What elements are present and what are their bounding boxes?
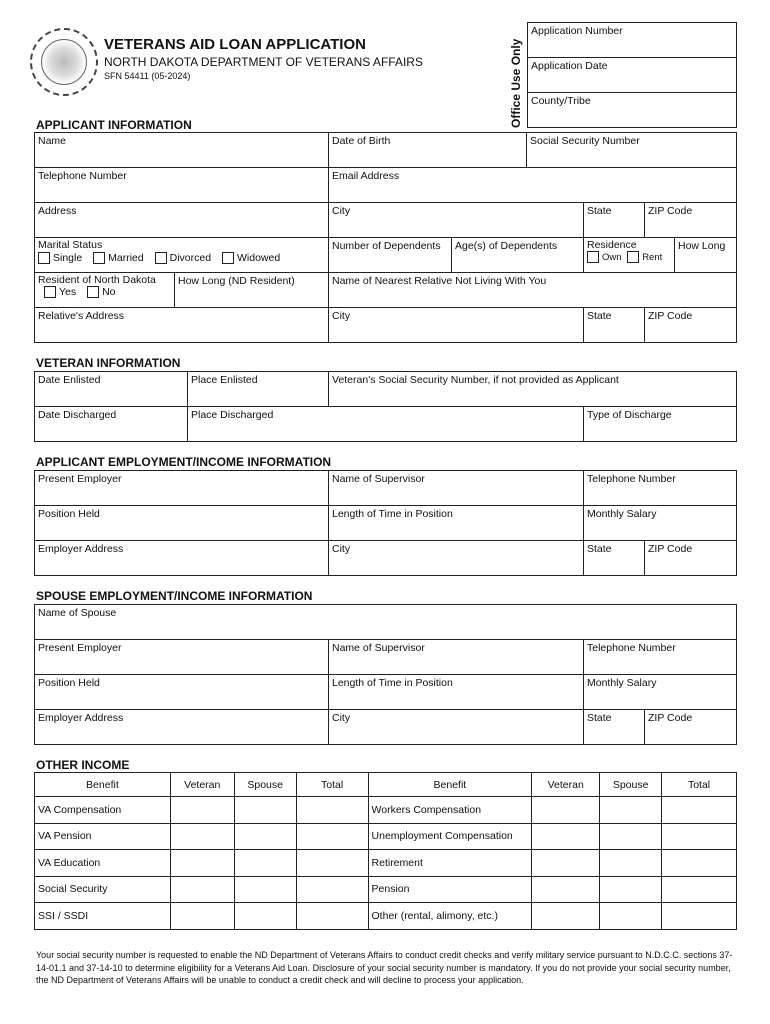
- veteran-ssn-field[interactable]: Veteran's Social Security Number, if not provided as Applicant: [328, 371, 737, 407]
- spouse-employer-field[interactable]: Present Employer: [34, 639, 329, 675]
- office-application-number[interactable]: Application Number: [527, 22, 737, 58]
- spouse-length-field[interactable]: Length of Time in Position: [328, 674, 584, 710]
- benefit-label: VA Compensation: [35, 797, 171, 824]
- total-amount-cell[interactable]: [662, 850, 737, 877]
- residence-rent-checkbox[interactable]: Rent: [627, 251, 662, 263]
- total-amount-cell[interactable]: [296, 903, 368, 930]
- applicant-employer-state-field[interactable]: State: [583, 540, 645, 576]
- veteran-amount-cell[interactable]: [170, 903, 234, 930]
- total-amount-cell[interactable]: [662, 903, 737, 930]
- residence-own-checkbox[interactable]: Own: [587, 251, 622, 263]
- table-row: [35, 797, 737, 824]
- veteran-amount-cell[interactable]: [170, 876, 234, 903]
- dependents-ages-field[interactable]: Age(s) of Dependents: [451, 237, 584, 273]
- applicant-city-field[interactable]: City: [328, 202, 584, 238]
- col-header-veteran: Veteran: [532, 773, 600, 797]
- benefit-label: Pension: [368, 876, 532, 903]
- nd-resident-no-checkbox[interactable]: No: [87, 286, 115, 298]
- applicant-employer-zip-field[interactable]: ZIP Code: [644, 540, 737, 576]
- veteran-amount-cell[interactable]: [532, 797, 600, 824]
- spouse-employer-address-field[interactable]: Employer Address: [34, 709, 329, 745]
- applicant-dob-field[interactable]: Date of Birth: [328, 132, 527, 168]
- benefit-label: Social Security: [35, 876, 171, 903]
- date-enlisted-field[interactable]: Date Enlisted: [34, 371, 188, 407]
- table-row: [35, 850, 737, 877]
- residence-group: Residence Own Rent: [583, 237, 675, 273]
- other-income-table: [34, 772, 737, 930]
- benefit-label: VA Pension: [35, 823, 171, 850]
- table-row: [35, 903, 737, 930]
- spouse-amount-cell[interactable]: [234, 823, 296, 850]
- total-amount-cell[interactable]: [662, 876, 737, 903]
- applicant-address-field[interactable]: Address: [34, 202, 329, 238]
- nearest-relative-field[interactable]: Name of Nearest Relative Not Living With You: [328, 272, 737, 308]
- veteran-amount-cell[interactable]: [532, 876, 600, 903]
- spouse-amount-cell[interactable]: [600, 797, 662, 824]
- spouse-position-field[interactable]: Position Held: [34, 674, 329, 710]
- spouse-employer-city-field[interactable]: City: [328, 709, 584, 745]
- marital-single-checkbox[interactable]: Single: [38, 252, 82, 264]
- spouse-amount-cell[interactable]: [600, 876, 662, 903]
- applicant-supervisor-field[interactable]: Name of Supervisor: [328, 470, 584, 506]
- benefit-label: Unemployment Compensation: [368, 823, 532, 850]
- marital-married-checkbox[interactable]: Married: [93, 252, 144, 264]
- applicant-zip-field[interactable]: ZIP Code: [644, 202, 737, 238]
- state-seal-logo: [30, 28, 98, 96]
- spouse-employer-zip-field[interactable]: ZIP Code: [644, 709, 737, 745]
- applicant-name-field[interactable]: Name: [34, 132, 329, 168]
- spouse-amount-cell[interactable]: [234, 876, 296, 903]
- table-row: [35, 823, 737, 850]
- ssn-disclosure-notice: Your social security number is requested to enable the ND Department of Veterans Affairs to conduct credit checks and verify military service pursuant to N.D.C.C. sections 37-14-01.1 and 37-14-10 to determine eligibility for a Veterans Aid Loan. Disclosure of your social security number is mandatory. If you do not provide your social security number, the ND Department of Veterans Affairs will be unable to conduct a credit check and will decline to process your application.: [36, 950, 733, 985]
- section-other-income: OTHER INCOME: [36, 758, 130, 772]
- applicant-ssn-field[interactable]: Social Security Number: [526, 132, 737, 168]
- applicant-employer-address-field[interactable]: Employer Address: [34, 540, 329, 576]
- section-spouse-employment: SPOUSE EMPLOYMENT/INCOME INFORMATION: [36, 589, 313, 603]
- table-row: [35, 876, 737, 903]
- marital-status-group: Marital Status Single Married Divorced Widowed: [34, 237, 329, 273]
- applicant-length-field[interactable]: Length of Time in Position: [328, 505, 584, 541]
- benefit-label: Workers Compensation: [368, 797, 532, 824]
- office-application-date[interactable]: Application Date: [527, 57, 737, 93]
- veteran-amount-cell[interactable]: [532, 903, 600, 930]
- col-header-spouse: Spouse: [600, 773, 662, 797]
- veteran-amount-cell[interactable]: [170, 797, 234, 824]
- applicant-salary-field[interactable]: Monthly Salary: [583, 505, 737, 541]
- nd-resident-yes-checkbox[interactable]: Yes: [44, 286, 76, 298]
- benefit-label: SSI / SSDI: [35, 903, 171, 930]
- department-name: NORTH DAKOTA DEPARTMENT OF VETERANS AFFAIRS: [104, 55, 423, 69]
- applicant-employer-telephone-field[interactable]: Telephone Number: [583, 470, 737, 506]
- applicant-employer-city-field[interactable]: City: [328, 540, 584, 576]
- place-enlisted-field[interactable]: Place Enlisted: [187, 371, 329, 407]
- veteran-amount-cell[interactable]: [170, 850, 234, 877]
- place-discharged-field[interactable]: Place Discharged: [187, 406, 584, 442]
- col-header-spouse: Spouse: [234, 773, 296, 797]
- spouse-amount-cell[interactable]: [234, 850, 296, 877]
- spouse-amount-cell[interactable]: [600, 823, 662, 850]
- total-amount-cell[interactable]: [662, 823, 737, 850]
- spouse-amount-cell[interactable]: [600, 903, 662, 930]
- marital-widowed-checkbox[interactable]: Widowed: [222, 252, 280, 264]
- form-title: VETERANS AID LOAN APPLICATION: [104, 36, 366, 53]
- benefit-label: Other (rental, alimony, etc.): [368, 903, 532, 930]
- col-header-total: Total: [296, 773, 368, 797]
- col-header-benefit: Benefit: [368, 773, 532, 797]
- spouse-salary-field[interactable]: Monthly Salary: [583, 674, 737, 710]
- relative-zip-field[interactable]: ZIP Code: [644, 307, 737, 343]
- total-amount-cell[interactable]: [296, 823, 368, 850]
- section-applicant-employment: APPLICANT EMPLOYMENT/INCOME INFORMATION: [36, 455, 332, 469]
- veteran-amount-cell[interactable]: [170, 823, 234, 850]
- veteran-amount-cell[interactable]: [532, 823, 600, 850]
- nd-resident-how-long-field[interactable]: How Long (ND Resident): [174, 272, 329, 308]
- nd-resident-group: Resident of North Dakota Yes No: [34, 272, 175, 308]
- marital-divorced-checkbox[interactable]: Divorced: [155, 252, 211, 264]
- relative-address-field[interactable]: Relative's Address: [34, 307, 329, 343]
- benefit-label: Retirement: [368, 850, 532, 877]
- dependents-count-field[interactable]: Number of Dependents: [328, 237, 452, 273]
- applicant-state-field[interactable]: State: [583, 202, 645, 238]
- form-number: SFN 54411 (05-2024): [104, 71, 191, 81]
- residence-how-long-field[interactable]: How Long: [674, 237, 737, 273]
- section-veteran-information: VETERAN INFORMATION: [36, 356, 181, 370]
- applicant-telephone-field[interactable]: Telephone Number: [34, 167, 329, 203]
- benefit-label: VA Education: [35, 850, 171, 877]
- veteran-amount-cell[interactable]: [532, 850, 600, 877]
- total-amount-cell[interactable]: [296, 797, 368, 824]
- applicant-email-field[interactable]: Email Address: [328, 167, 737, 203]
- income-header-row: [35, 773, 737, 797]
- relative-city-field[interactable]: City: [328, 307, 584, 343]
- section-applicant-information: APPLICANT INFORMATION: [36, 118, 192, 132]
- office-county-tribe[interactable]: County/Tribe: [527, 92, 737, 128]
- date-discharged-field[interactable]: Date Discharged: [34, 406, 188, 442]
- col-header-benefit: Benefit: [35, 773, 171, 797]
- office-use-label: Office Use Only: [509, 38, 523, 128]
- spouse-supervisor-field[interactable]: Name of Supervisor: [328, 639, 584, 675]
- spouse-amount-cell[interactable]: [234, 797, 296, 824]
- spouse-name-field[interactable]: Name of Spouse: [34, 604, 737, 640]
- total-amount-cell[interactable]: [296, 876, 368, 903]
- applicant-employer-field[interactable]: Present Employer: [34, 470, 329, 506]
- spouse-amount-cell[interactable]: [234, 903, 296, 930]
- total-amount-cell[interactable]: [296, 850, 368, 877]
- relative-state-field[interactable]: State: [583, 307, 645, 343]
- spouse-amount-cell[interactable]: [600, 850, 662, 877]
- applicant-position-field[interactable]: Position Held: [34, 505, 329, 541]
- col-header-total: Total: [662, 773, 737, 797]
- type-discharge-field[interactable]: Type of Discharge: [583, 406, 737, 442]
- col-header-veteran: Veteran: [170, 773, 234, 797]
- spouse-employer-state-field[interactable]: State: [583, 709, 645, 745]
- spouse-employer-telephone-field[interactable]: Telephone Number: [583, 639, 737, 675]
- total-amount-cell[interactable]: [662, 797, 737, 824]
